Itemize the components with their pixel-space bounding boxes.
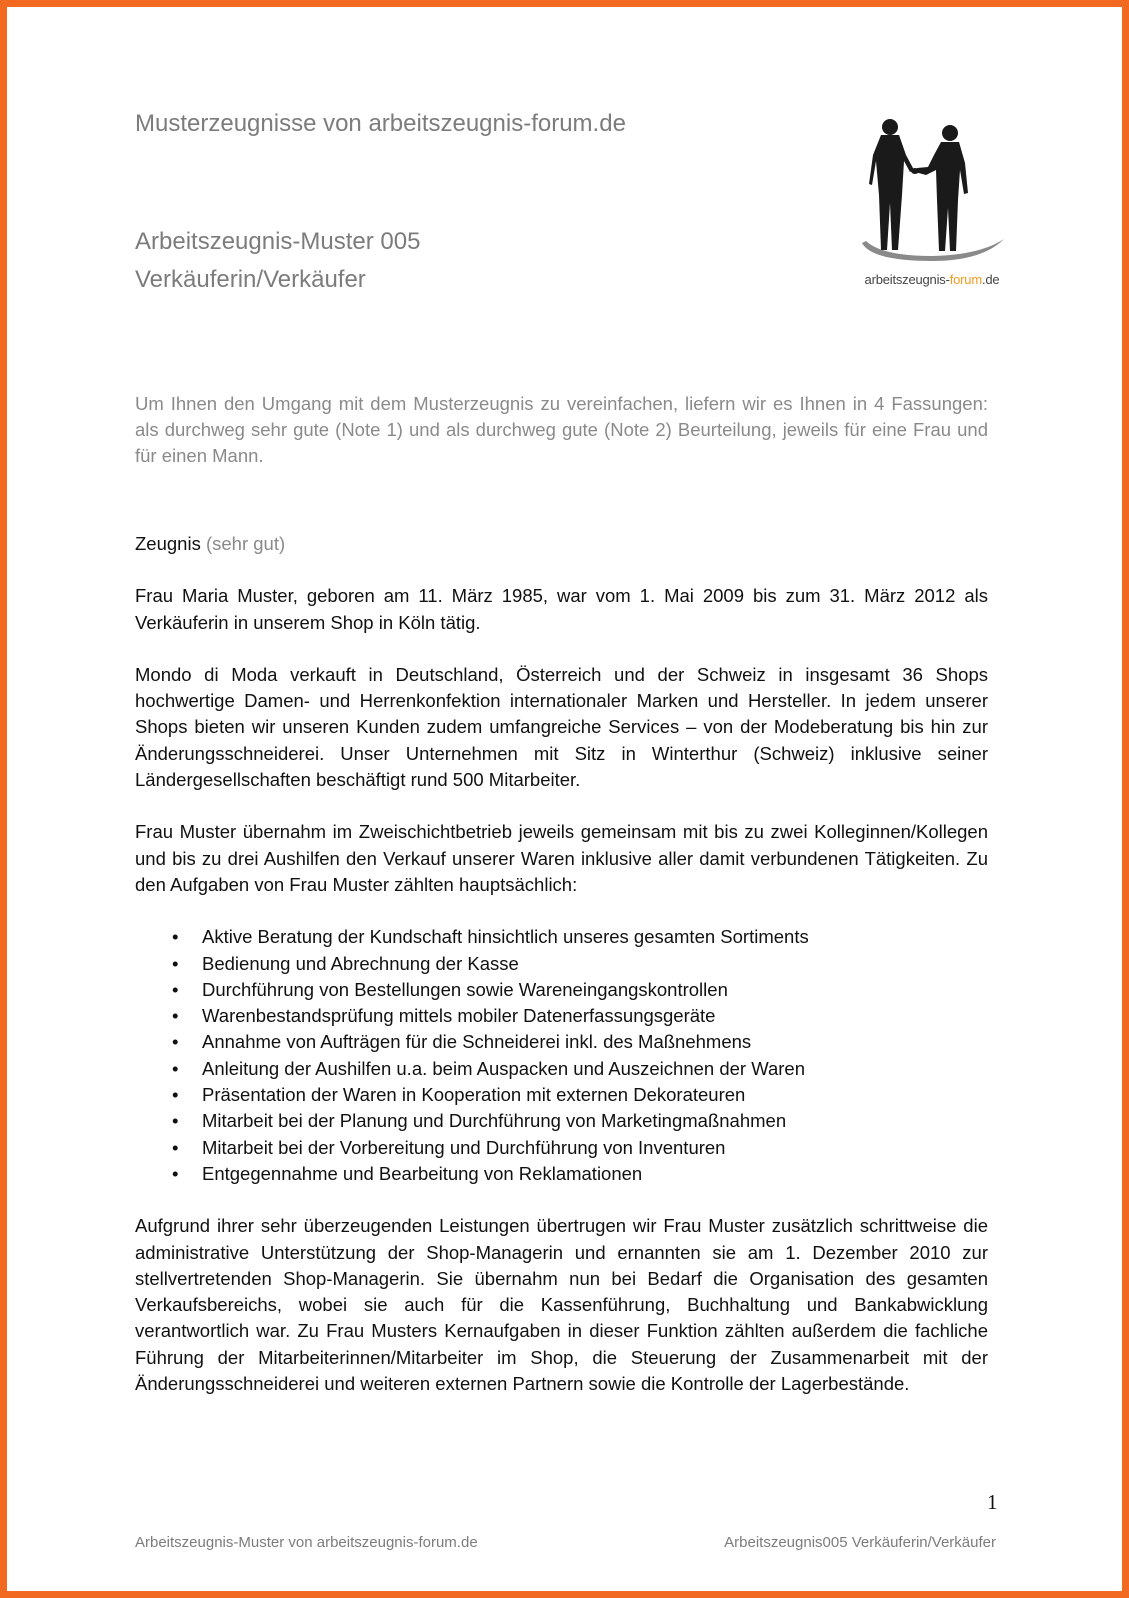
paragraph-company: Mondo di Moda verkauft in Deutschland, Österreich und der Schweiz in insgesamt 36 Shops hochwertige Damen- und Herrenkonfektion internationaler Marken und Hersteller. In jedem unserer Shops bieten wir unseren Kunden zudem umfangreiche Services – von der Modeberatung bis hin zur Änderungsschneiderei. Unser Unternehmen mit Sitz in Winterthur (Schweiz) inklusive seiner Ländergesellschaften beschäftigt rund 500 Mitarbeiter. (135, 663, 988, 791)
list-item: • Aktive Beratung der Kundschaft hinsichtlich unseres gesamten Sortiments (135, 924, 988, 950)
certificate-body (135, 531, 988, 1423)
bullet-icon: • (172, 1110, 179, 1132)
subtitle-line-1: Arbeitszeugnis-Muster 005 (135, 228, 421, 255)
bullet-icon: • (172, 1005, 179, 1027)
intro-paragraph: Um Ihnen den Umgang mit dem Musterzeugnis zu vereinfachen, liefern wir es Ihnen in 4 Fassungen: als durchweg sehr gute (Note 1) und als durchweg gute (Note 2) Beurteilung, jeweils für eine Frau und für einen Mann. (135, 392, 988, 466)
bullet-icon: • (172, 952, 179, 974)
bullet-icon: • (172, 1136, 179, 1158)
logo (852, 115, 1012, 295)
section-heading (135, 531, 988, 557)
bullet-icon: • (172, 926, 179, 948)
bullet-icon: • (172, 1057, 179, 1079)
bullet-icon: • (172, 1084, 179, 1106)
list-item: • Warenbestandsprüfung mittels mobiler Datenerfassungsgeräte (135, 1003, 988, 1029)
section-title: Zeugnis (135, 533, 201, 554)
list-item: • Entgegennahme und Bearbeitung von Reklamationen (135, 1161, 988, 1187)
footer-right: Arbeitszeugnis005 Verkäuferin/Verkäufer (724, 1534, 996, 1551)
list-item: • Anleitung der Aushilfen u.a. beim Auspacken und Auszeichnen der Waren (135, 1056, 988, 1082)
document-subtitle (135, 223, 420, 299)
bullet-icon: • (172, 1031, 179, 1053)
footer-left: Arbeitszeugnis-Muster von arbeitszeugnis-forum.de (135, 1534, 478, 1551)
bullet-icon: • (172, 1162, 179, 1184)
paragraph-promotion: Aufgrund ihrer sehr überzeugenden Leistungen übertrugen wir Frau Muster zusätzlich schrittweise die administrative Unterstützung der Shop-Managerin und ernannten sie am 1. Dezember 2010 zur stellvertretenden Shop-Managerin. Sie übernahm nun bei Bedarf die Organisation des gesamten Verkaufsbereichs, wobei sie auch für die Kassenführung, Buchhaltung und Bankabwicklung verantwortlich war. Zu Frau Musters Kernaufgaben in dieser Funktion zählten außerdem die fachliche Führung der Mitarbeiterinnen/Mitarbeiter im Shop, die Steuerung der Zusammenarbeit mit der Änderungsschneiderei und weiteren externen Partnern sowie die Kontrolle der Lagerbestände. (135, 1215, 988, 1395)
subtitle-line-2: Verkäuferin/Verkäufer (135, 266, 366, 293)
paragraph-employment: Frau Maria Muster, geboren am 11. März 1985, war vom 1. Mai 2009 bis zum 31. März 2012 als Verkäuferin in unserem Shop in Köln tätig. (135, 585, 988, 633)
paragraph-duties-intro: Frau Muster übernahm im Zweischichtbetrieb jeweils gemeinsam mit bis zu zwei Kolleginnen/Kollegen und bis zu drei Aushilfen den Verkauf unserer Waren inklusive aller damit verbundenen Tätigkeiten. Zu den Aufgaben von Frau Muster zählten hauptsächlich: (135, 821, 988, 895)
list-item: • Bedienung und Abrechnung der Kasse (135, 951, 988, 977)
list-item: • Annahme von Aufträgen für die Schneiderei inkl. des Maßnehmens (135, 1029, 988, 1055)
list-item: • Mitarbeit bei der Vorbereitung und Durchführung von Inventuren (135, 1135, 988, 1161)
page-number: 1 (987, 1490, 998, 1514)
handshake-businessmen-icon (852, 115, 1012, 275)
section-grade: (sehr gut) (205, 533, 286, 554)
site-title: Musterzeugnisse von arbeitszeugnis-forum.de (135, 110, 626, 137)
list-item: • Durchführung von Bestellungen sowie Wareneingangskontrollen (135, 977, 988, 1003)
list-item: • Mitarbeit bei der Planung und Durchführung von Marketingmaßnahmen (135, 1108, 988, 1134)
task-list (135, 924, 988, 1187)
bullet-icon: • (172, 978, 179, 1000)
logo-wordmark: arbeitszeugnis-forum.de (864, 272, 1000, 287)
list-item: • Präsentation der Waren in Kooperation mit externen Dekorateuren (135, 1082, 988, 1108)
